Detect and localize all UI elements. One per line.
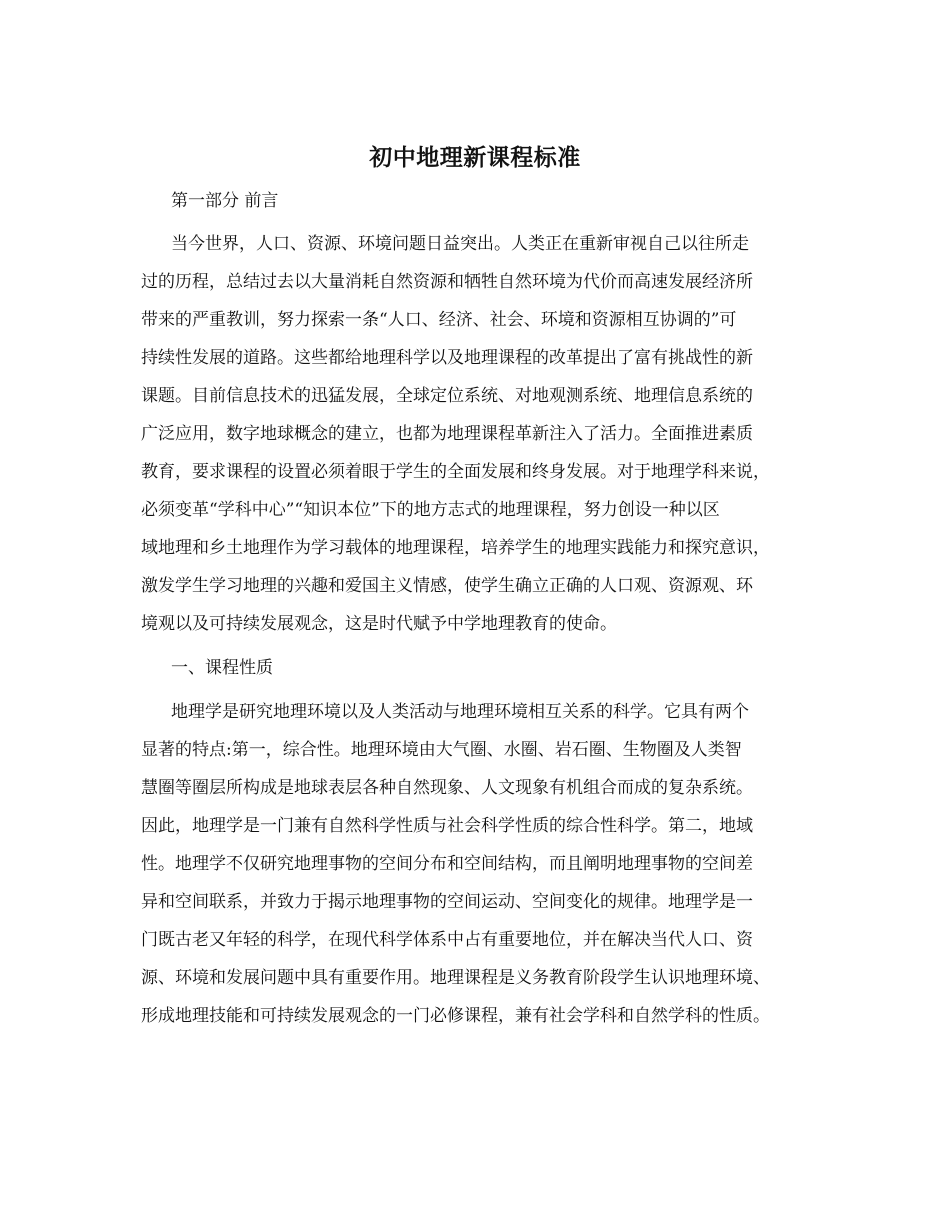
- paragraph-line: 地理学是研究地理环境以及人类活动与地理环境相互关系的科学。它具有两个: [171, 702, 749, 722]
- paragraph-line: 当今世界，人口、资源、环境问题日益突出。人类正在重新审视自己以往所走: [171, 234, 749, 254]
- paragraph-line: 形成地理技能和可持续发展观念的一门必修课程，兼有社会学科和自然学科的性质。: [141, 1006, 770, 1026]
- paragraph-line: 教育，要求课程的设置必须着眼于学生的全面发展和终身发展。对于地理学科来说，: [141, 462, 770, 482]
- paragraph-line: 必须变革“学科中心”“知识本位”下的地方志式的地理课程，努力创设一种以区: [141, 500, 720, 520]
- section-heading: 第一部分 前言: [171, 191, 279, 211]
- paragraph-line: 持续性发展的道路。这些都给地理科学以及地理课程的改革提出了富有挑战性的新: [141, 348, 753, 368]
- paragraph-line: 显著的特点:第一，综合性。地理环境由大气圈、水圈、岩石圈、生物圈及人类智: [141, 740, 742, 760]
- paragraph-line: 域地理和乡土地理作为学习载体的地理课程，培养学生的地理实践能力和探究意识，: [141, 538, 770, 558]
- paragraph-line: 异和空间联系，并致力于揭示地理事物的空间运动、空间变化的规律。地理学是一: [141, 892, 753, 912]
- paragraph-line: 慧圈等圈层所构成是地球表层各种自然现象、人文现象有机组合而成的复杂系统。: [141, 778, 753, 798]
- paragraph-line: 广泛应用，数字地球概念的建立，也都为地理课程革新注入了活力。全面推进素质: [141, 424, 753, 444]
- paragraph-line: 源、环境和发展问题中具有重要作用。地理课程是义务教育阶段学生认识地理环境、: [141, 968, 770, 988]
- document-title: 初中地理新课程标准: [369, 144, 581, 171]
- paragraph-line: 过的历程，总结过去以大量消耗自然资源和牺牲自然环境为代价而高速发展经济所: [141, 272, 753, 292]
- paragraph-line: 带来的严重教训，努力探索一条“人口、经济、社会、环境和资源相互协调的”可: [141, 310, 737, 330]
- subsection-heading: 一、课程性质: [171, 658, 273, 678]
- paragraph-line: 课题。目前信息技术的迅猛发展，全球定位系统、对地观测系统、地理信息系统的: [141, 386, 753, 406]
- paragraph-line: 境观以及可持续发展观念，这是时代赋予中学地理教育的使命。: [141, 614, 617, 634]
- paragraph-line: 激发学生学习地理的兴趣和爱国主义情感，使学生确立正确的人口观、资源观、环: [141, 576, 753, 596]
- paragraph-line: 门既古老又年轻的科学，在现代科学体系中占有重要地位，并在解决当代人口、资: [141, 930, 753, 950]
- paragraph-line: 性。地理学不仅研究地理事物的空间分布和空间结构，而且阐明地理事物的空间差: [141, 854, 753, 874]
- paragraph-line: 因此，地理学是一门兼有自然科学性质与社会科学性质的综合性科学。第二，地域: [141, 816, 753, 836]
